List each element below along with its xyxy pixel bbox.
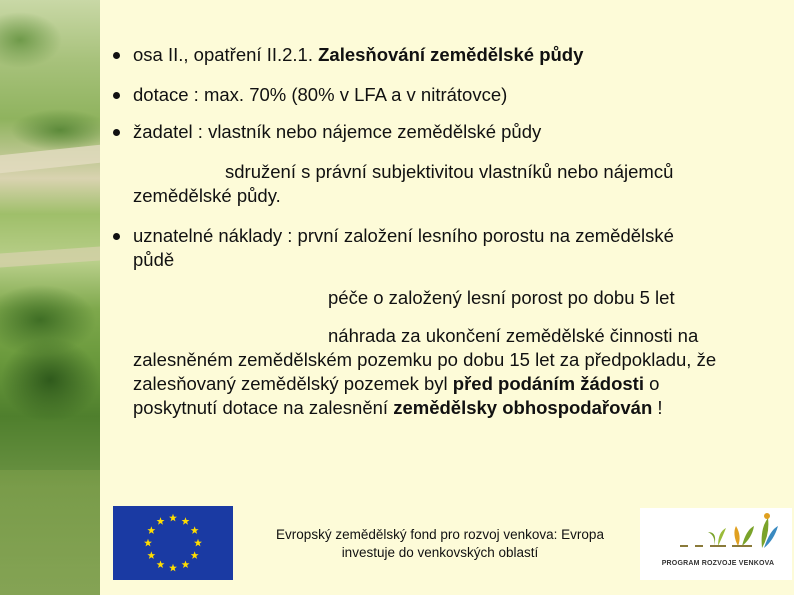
eu-star-icon xyxy=(147,551,155,559)
eu-star-icon xyxy=(144,539,152,547)
eu-star-icon xyxy=(182,517,190,525)
bullet-text: dotace : max. 70% (80% v LFA a v nitrátovce) xyxy=(133,84,508,105)
program-rozvoje-venkova-logo xyxy=(640,508,792,580)
eu-star-icon xyxy=(169,514,177,522)
bullet-continuation: péče o založený lesní porost po dobu 5 let xyxy=(328,287,675,308)
eu-star-icon xyxy=(191,526,199,534)
bullet-dot-icon xyxy=(113,52,120,59)
bullet-dot-icon xyxy=(113,92,120,99)
bullet-continuation: sdružení s právní subjektivitou vlastníků nebo nájemců zemědělské půdy. xyxy=(133,161,674,206)
bullet-dot-icon xyxy=(113,129,120,136)
photo-meadow xyxy=(0,470,100,595)
landscape-photo xyxy=(0,0,100,595)
eu-star-icon xyxy=(169,564,177,572)
photo-field-stripe xyxy=(0,145,100,174)
eu-star-icon xyxy=(182,560,190,568)
logo-caption: PROGRAM ROZVOJE VENKOVA xyxy=(661,560,775,567)
bullet-dot-icon xyxy=(113,233,120,240)
eu-star-icon xyxy=(157,517,165,525)
bullet-continuation: náhrada za ukončení zemědělské činnosti na zalesněném zemědělském pozemku po dobu 15 let za předpokladu, že zalesňovaný zemědělský pozemek byl před podáním žádosti o poskytnutí dotace na zalesnění zemědělsky obhospodařován ! xyxy=(133,325,717,418)
photo-field-stripe xyxy=(0,247,100,268)
eu-flag-icon xyxy=(113,506,233,580)
bullet-text: osa II., opatření II.2.1. Zalesňování zemědělské půdy xyxy=(133,44,584,65)
footer-text: Evropský zemědělský fond pro rozvoj venkova: Evropa investuje do venkovských oblastí xyxy=(276,527,604,560)
eu-star-icon xyxy=(147,526,155,534)
bullet-text: žadatel : vlastník nebo nájemce zemědělské půdy xyxy=(133,121,542,142)
bullet-text: uznatelné náklady : první založení lesního porostu na zemědělské půdě xyxy=(133,225,674,270)
eu-star-icon xyxy=(157,560,165,568)
sprout-icon xyxy=(640,508,792,558)
eu-star-icon xyxy=(194,539,202,547)
eu-star-icon xyxy=(191,551,199,559)
